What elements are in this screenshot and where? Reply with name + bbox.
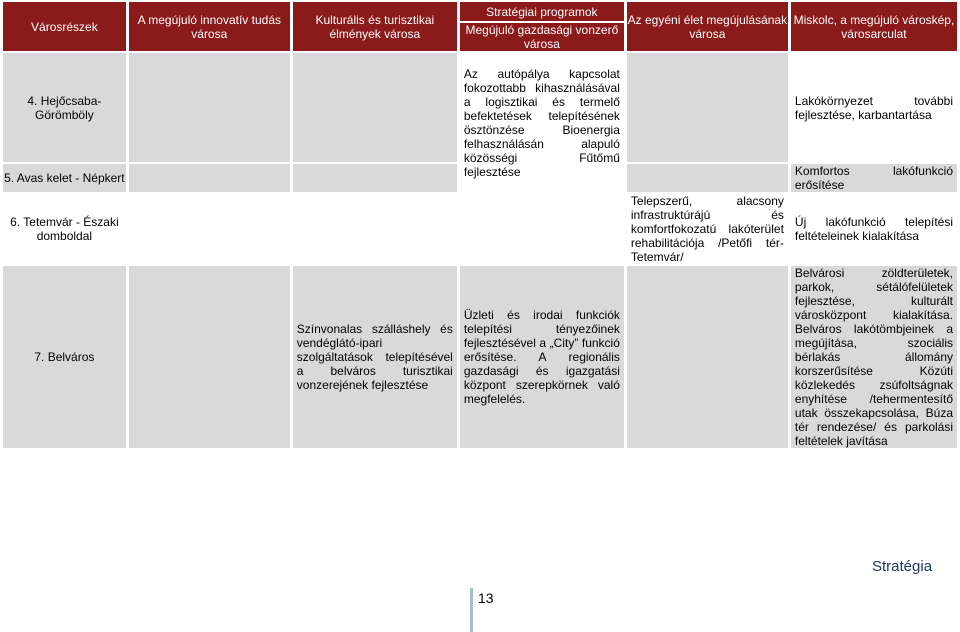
page-number-divider	[470, 588, 473, 632]
cell-tetemvar-individual: Telepszerű, alacsony infrastruktúrájú és komfortfokozatú lakóterület rehabilitációja /Petőfi tér-Tetemvár/	[627, 194, 788, 264]
section-label: Stratégia	[872, 558, 933, 575]
header-districts: Városrészek	[3, 2, 126, 51]
cell-hejocsaba-economic: Az autópálya kapcsolat fokozottabb kihasználásával a logisztikai és termelő befektetések telepítésének ösztönzése Bioenergia felhasználásán alapuló közösségi Fűtőmű fejlesztése	[460, 53, 624, 192]
cell-empty	[293, 53, 457, 162]
cell-tetemvar-cityscape: Új lakófunkció telepítési feltételeinek kialakítása	[791, 194, 957, 264]
header-economic-attraction: Megújuló gazdasági vonzerő városa	[460, 23, 624, 51]
cell-empty	[627, 164, 788, 192]
header-innovative-knowledge: A megújuló innovatív tudás városa	[129, 2, 290, 51]
cell-empty	[129, 266, 290, 448]
header-cultural-tourism: Kulturális és turisztikai élmények városa	[293, 2, 457, 51]
header-cityscape: Miskolc, a megújuló városkép, városarculat	[791, 2, 957, 51]
cell-empty	[293, 164, 457, 192]
cell-empty	[129, 53, 290, 162]
cell-empty	[460, 194, 624, 264]
header-individual-life: Az egyéni élet megújulásának városa	[627, 2, 788, 51]
header-group-title: Stratégiai programok	[460, 2, 624, 21]
cell-empty	[293, 194, 457, 264]
cell-empty	[129, 194, 290, 264]
cell-avas-cityscape: Komfortos lakófunkció erősítése	[791, 164, 957, 192]
district-tetemvar: 6. Tetemvár - Északi domboldal	[3, 194, 126, 264]
cell-belvaros-economic: Üzleti és irodai funkciók telepítési tényezőinek fejlesztésével a „City” funkció erősítése. A regionális gazdasági és igazgatási központ szerepkörnek való megfelelés.	[460, 266, 624, 448]
cell-empty	[627, 266, 788, 448]
cell-belvaros-cityscape: Belvárosi zöldterületek, parkok, sétálófelületek fejlesztése, kulturált városközpont kialakítása. Belváros lakótömbjeinek a megújítása, szociális bérlakás állomány korszerűsítése Közúti közlekedés zsúfoltságnak enyhítése /tehermentesítő utak összekapcsolása, Búza tér rendezése/ és parkolási feltételek javítása	[791, 266, 957, 448]
cell-empty	[627, 53, 788, 162]
cell-empty	[129, 164, 290, 192]
page-number: 13	[478, 590, 494, 606]
district-belvaros: 7. Belváros	[3, 266, 126, 448]
cell-hejocsaba-cityscape: Lakókörnyezet további fejlesztése, karbantartása	[791, 53, 957, 162]
cell-belvaros-tourism: Színvonalas szálláshely és vendéglátó-ipari szolgáltatások telepítésével a belváros turisztikai vonzerejének fejlesztése	[293, 266, 457, 448]
district-hejocsaba: 4. Hejőcsaba-Görömböly	[3, 53, 126, 162]
district-avas: 5. Avas kelet - Népkert	[3, 164, 126, 192]
